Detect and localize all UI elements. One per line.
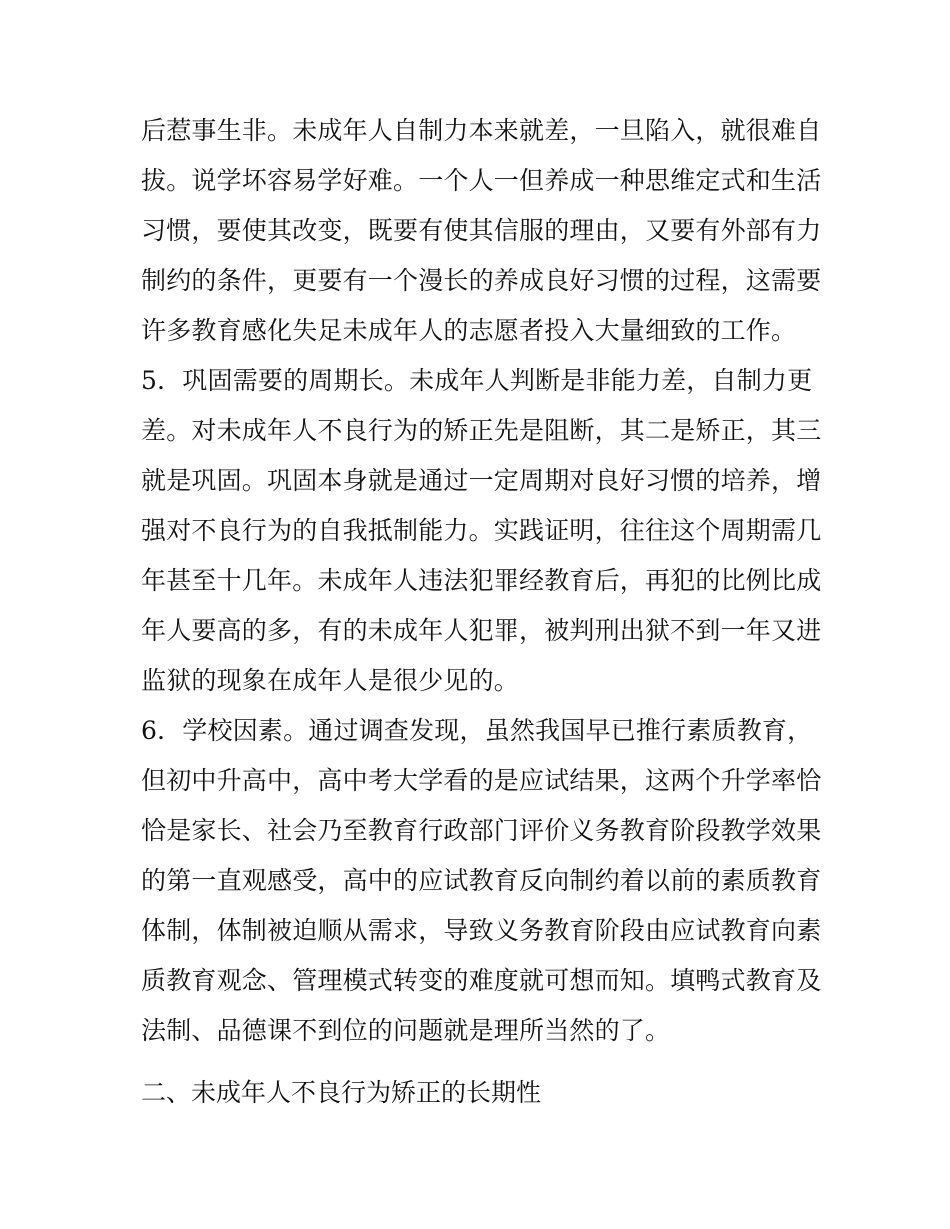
text-line: 体制，体制被迫顺从需求，导致义务教育阶段由应试教育向素 [141, 916, 822, 945]
text-line: 年人要高的多，有的未成年人犯罪，被判刑出狱不到一年又进 [141, 616, 822, 645]
text-line: 5．巩固需要的周期长。未成年人判断是非能力差，自制力更 [141, 366, 813, 395]
text-line: 差。对未成年人不良行为的矫正先是阻断，其二是矫正，其三 [141, 416, 822, 445]
text-line: 习惯，要使其改变，既要有使其信服的理由，又要有外部有力 [141, 216, 822, 245]
body-text [141, 106, 821, 1056]
text-line: 但初中升高中，高中考大学看的是应试结果，这两个升学率恰 [141, 766, 822, 795]
section-heading: 二、未成年人不良行为矫正的长期性 [141, 1078, 542, 1107]
text-line: 恰是家长、社会乃至教育行政部门评价义务教育阶段教学效果 [141, 816, 822, 845]
text-line: 质教育观念、管理模式转变的难度就可想而知。填鸭式教育及 [141, 966, 822, 995]
text-line: 年甚至十几年。未成年人违法犯罪经教育后，再犯的比例比成 [141, 566, 822, 595]
text-line: 强对不良行为的自我抵制能力。实践证明，往往这个周期需几 [141, 516, 822, 545]
text-line: 后惹事生非。未成年人自制力本来就差，一旦陷入，就很难自 [141, 116, 822, 145]
text-line: 监狱的现象在成年人是很少见的。 [141, 666, 520, 695]
text-line: 许多教育感化失足未成年人的志愿者投入大量细致的工作。 [141, 316, 797, 345]
text-line: 法制、品德课不到位的问题就是理所当然的了。 [141, 1016, 671, 1045]
text-line: 的第一直观感受，高中的应试教育反向制约着以前的素质教育 [141, 866, 822, 895]
text-line: 就是巩固。巩固本身就是通过一定周期对良好习惯的培养，增 [141, 466, 822, 495]
text-line: 制约的条件，更要有一个漫长的养成良好习惯的过程，这需要 [141, 266, 822, 295]
text-line: 拔。说学坏容易学好难。一个人一但养成一种思维定式和生活 [141, 166, 822, 195]
text-line: 6．学校因素。通过调查发现，虽然我国早已推行素质教育， [141, 716, 813, 745]
